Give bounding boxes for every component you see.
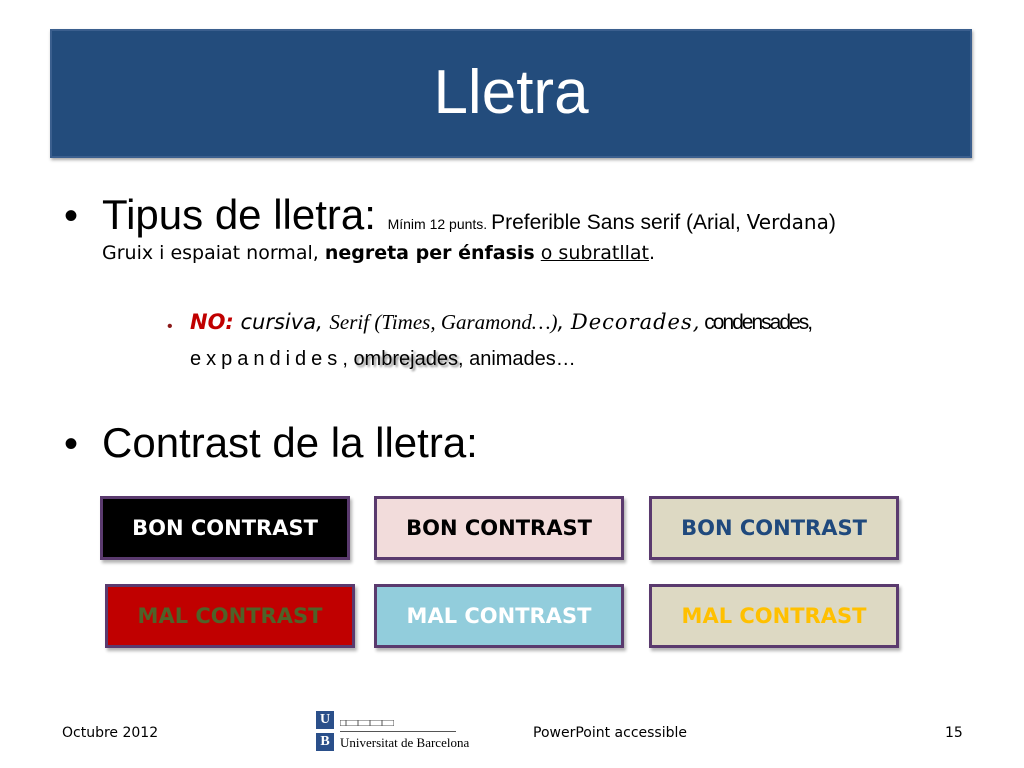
preferred-font-note: Preferible Sans serif (Arial, (491, 211, 747, 234)
expanded-sample: expandides (190, 348, 343, 370)
title-banner (50, 29, 972, 158)
decorative-sample: Decorades, (570, 310, 701, 334)
condensed-sample: condensades, (700, 311, 812, 334)
logo-divider (340, 731, 456, 732)
contrast-box-good-black: BON CONTRAST (100, 496, 350, 560)
font-type-heading: Tipus de lletra: (102, 191, 388, 238)
paren-close: ) (828, 211, 836, 234)
contrast-heading: Contrast de la lletra: (102, 419, 478, 466)
bullet-marker-2: • (64, 422, 79, 466)
bullet-1-line-2 (102, 242, 655, 264)
comma: , (342, 348, 354, 370)
footer-date: Octubre 2012 (62, 725, 159, 741)
serif-sample: Serif (Times, Garamond…) (329, 310, 558, 334)
sub-bullet-marker: • (167, 318, 173, 335)
weight-spacing-note: Gruix i espaiat normal, (102, 242, 325, 264)
page-number: 15 (945, 725, 963, 741)
bullet-marker-1: • (64, 194, 79, 238)
logo-text: Universitat de Barcelona (340, 735, 470, 750)
comma: , (557, 310, 571, 334)
animated-sample: , animades… (457, 348, 576, 370)
underline-text: o subratllat (540, 242, 649, 264)
minimum-size-note: Mínim 12 punts. (387, 216, 492, 232)
slide-title: Lletra (433, 58, 589, 127)
verdana-sample: Verdana (746, 210, 829, 234)
logo-u-mark: U (316, 711, 334, 729)
no-label: NO: (190, 310, 234, 334)
university-logo (316, 711, 470, 755)
contrast-box-good-pink: BON CONTRAST (374, 496, 624, 560)
cursiva-sample: cursiva, (233, 310, 330, 334)
bullet-1-line-1 (102, 189, 836, 241)
logo-b-mark: B (316, 733, 334, 751)
period: . (649, 242, 656, 264)
contrast-box-good-beige: BON CONTRAST (649, 496, 899, 560)
sub-bullet-line-1 (190, 310, 811, 335)
shadow-sample: ombrejades (353, 348, 458, 370)
contrast-box-bad-beige: MAL CONTRAST (649, 584, 899, 648)
contrast-box-bad-blue: MAL CONTRAST (374, 584, 624, 648)
contrast-box-bad-red: MAL CONTRAST (105, 584, 355, 648)
sub-bullet-line-2 (190, 348, 576, 371)
logo-ornament (340, 720, 394, 726)
bold-emphasis-text: negreta per énfasis (324, 242, 535, 264)
footer-title: PowerPoint accessible (533, 725, 687, 741)
